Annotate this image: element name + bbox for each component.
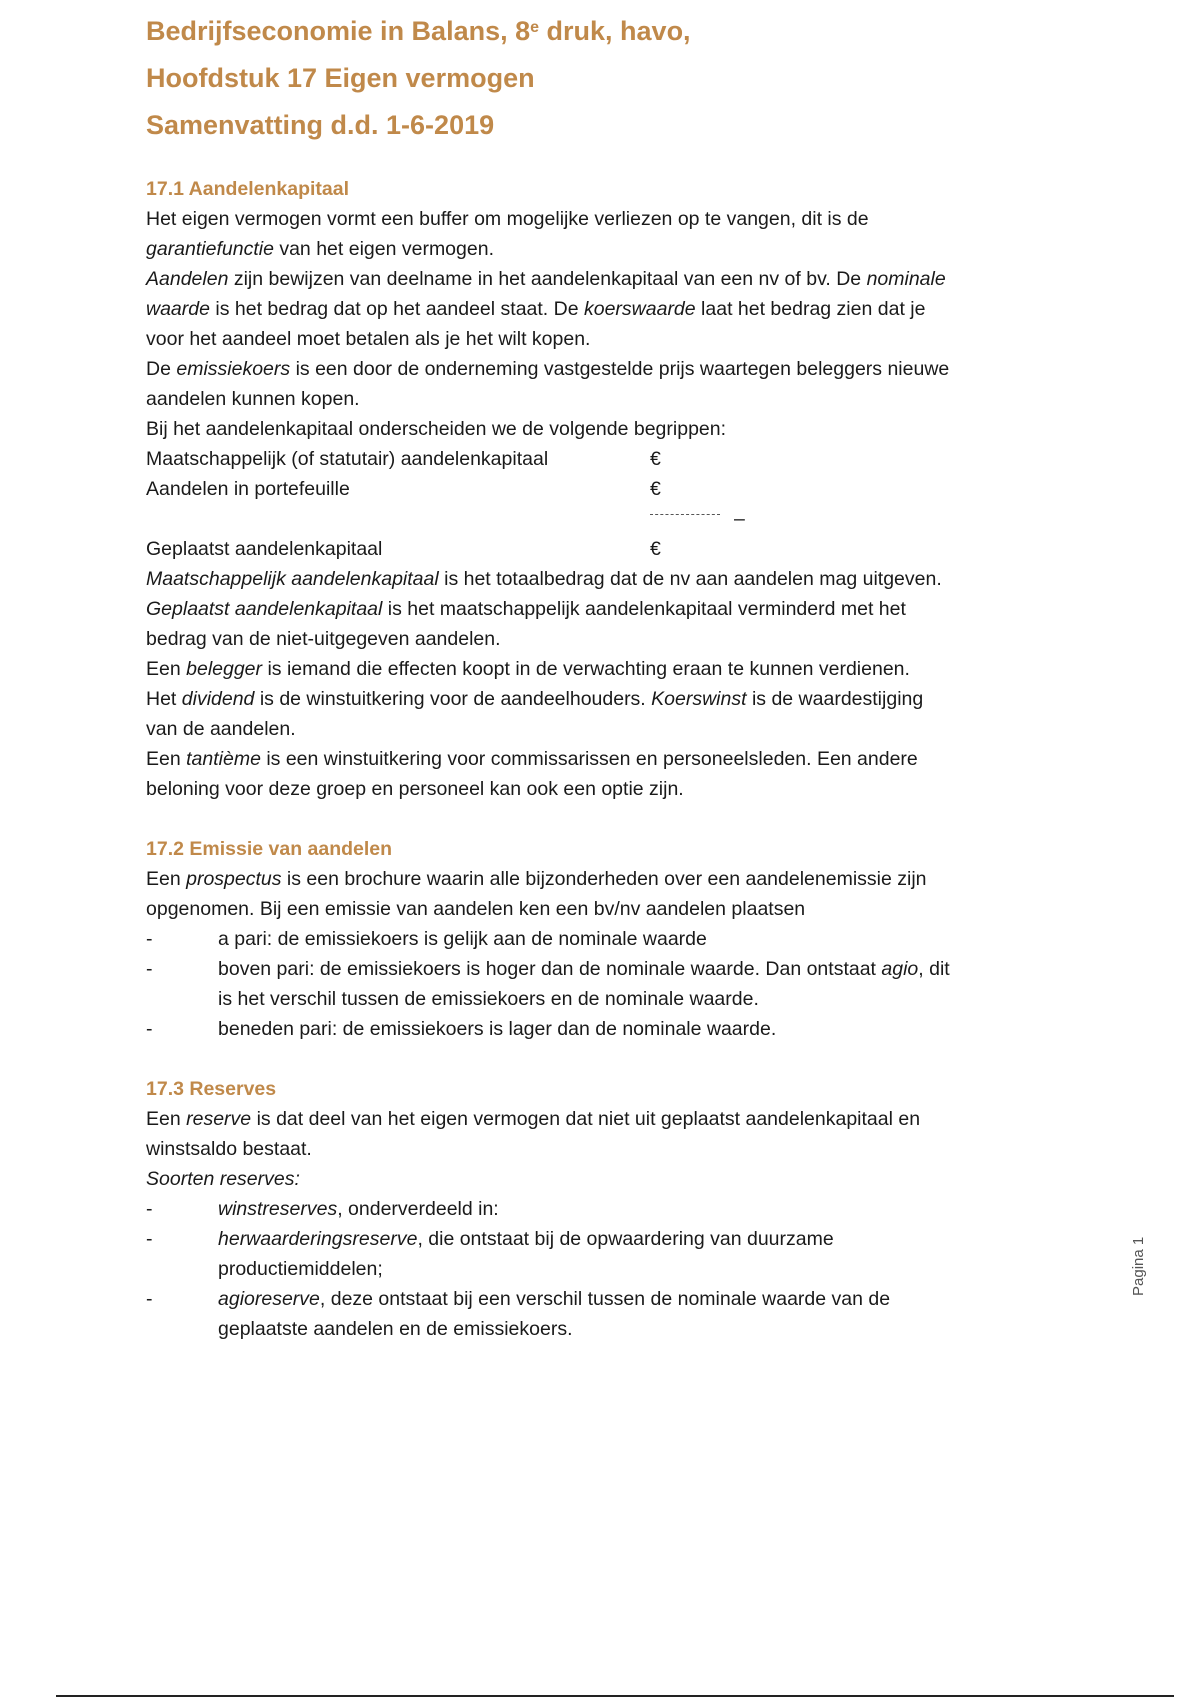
- minus-sign: –: [734, 508, 745, 530]
- row-label: Geplaatst aandelenkapitaal: [146, 538, 383, 560]
- list-item: [146, 1224, 1076, 1284]
- term-winstreserves: winstreserves: [218, 1198, 338, 1220]
- text: Een: [146, 868, 187, 890]
- currency-symbol: €: [650, 478, 661, 500]
- paragraph: [146, 564, 1076, 594]
- title-line-3: Samenvatting d.d. 1-6-2019: [146, 110, 495, 140]
- term-prospectus: prospectus: [186, 868, 282, 890]
- capital-row-portefeuille: [146, 474, 1076, 504]
- paragraph: [146, 204, 1076, 234]
- text: Een: [146, 748, 187, 770]
- section-heading-17-1: 17.1 Aandelenkapitaal: [146, 178, 350, 200]
- text: , dit: [918, 958, 950, 980]
- currency-symbol: €: [650, 448, 661, 470]
- paragraph: [146, 354, 1076, 384]
- paragraph: [146, 294, 1076, 324]
- list-item: [146, 954, 1076, 1014]
- list-item-text: a pari: de emissiekoers is gelijk aan de nominale waarde: [218, 928, 707, 950]
- bullet-dash: -: [146, 1288, 153, 1310]
- bullet-dash: -: [146, 958, 153, 980]
- paragraph: van de aandelen.: [146, 718, 296, 740]
- spacer: [146, 1044, 1076, 1074]
- text: is een winstuitkering voor commissarissen en personeelsleden. Een andere: [260, 748, 918, 770]
- text: De: [146, 358, 177, 380]
- bullet-dash: -: [146, 1018, 153, 1040]
- text: van het eigen vermogen.: [273, 238, 494, 260]
- document-body: [146, 174, 1076, 1344]
- text: is een door de onderneming vastgestelde prijs waartegen beleggers nieuwe: [290, 358, 950, 380]
- term-emissiekoers: emissiekoers: [176, 358, 291, 380]
- paragraph: [146, 594, 1076, 624]
- term-garantiefunctie: garantiefunctie: [146, 238, 274, 260]
- text: , deze ontstaat bij een verschil tussen de nominale waarde van de: [319, 1288, 891, 1310]
- paragraph: [146, 1104, 1076, 1134]
- term-koerswinst: Koerswinst: [651, 688, 747, 710]
- text: boven pari: de emissiekoers is hoger dan de nominale waarde. Dan ontstaat: [218, 958, 882, 980]
- text: geplaatste aandelen en de emissiekoers.: [218, 1318, 573, 1340]
- term-koerswaarde: koerswaarde: [583, 298, 696, 320]
- paragraph: aandelen kunnen kopen.: [146, 388, 360, 410]
- term-reserve: reserve: [186, 1108, 252, 1130]
- text: is de waardestijging: [746, 688, 924, 710]
- list-item: [146, 1284, 1076, 1344]
- list-item-text: [218, 1194, 1076, 1224]
- paragraph: beloning voor deze groep en personeel kan ook een optie zijn.: [146, 778, 684, 800]
- list-item-text: beneden pari: de emissiekoers is lager dan de nominale waarde.: [218, 1018, 777, 1040]
- list-item-text: [218, 954, 1076, 1014]
- section-heading-17-3: 17.3 Reserves: [146, 1078, 277, 1100]
- dashed-rule: [650, 514, 720, 515]
- spacer: [146, 804, 1076, 834]
- paragraph: [146, 264, 1076, 294]
- text: , die ontstaat bij de opwaardering van duurzame: [417, 1228, 834, 1250]
- term-dividend: dividend: [181, 688, 255, 710]
- paragraph: bedrag van de niet-uitgegeven aandelen.: [146, 628, 501, 650]
- page-number: Pagina 1: [1130, 1236, 1147, 1296]
- row-label: Maatschappelijk (of statutair) aandelenkapitaal: [146, 448, 549, 470]
- bullet-dash: -: [146, 1228, 153, 1250]
- text: zijn bewijzen van deelname in het aandelenkapitaal van een nv of bv. De: [228, 268, 867, 290]
- text: is het bedrag dat op het aandeel staat. De: [209, 298, 584, 320]
- title-line-1: [146, 8, 691, 55]
- term-tantieme: tantième: [186, 748, 261, 770]
- term-aandelen: Aandelen: [146, 268, 229, 290]
- text: is dat deel van het eigen vermogen dat niet uit geplaatst aandelenkapitaal en: [251, 1108, 921, 1130]
- capital-row-geplaatst: [146, 534, 1076, 564]
- text: laat het bedrag zien dat je: [695, 298, 926, 320]
- title-superscript: e: [530, 19, 540, 36]
- term-agio: agio: [881, 958, 919, 980]
- text: productiemiddelen;: [218, 1258, 383, 1280]
- term-maatschappelijk-aandelenkapitaal: Maatschappelijk aandelenkapitaal: [146, 568, 439, 590]
- bullet-dash: -: [146, 928, 153, 950]
- document-header: [146, 8, 691, 149]
- title-text-rest: druk, havo,: [539, 16, 691, 46]
- title-text: Bedrijfseconomie in Balans, 8: [146, 16, 531, 46]
- text: Een: [146, 658, 187, 680]
- paragraph: [146, 744, 1076, 774]
- text: Het: [146, 688, 182, 710]
- paragraph: Bij het aandelenkapitaal onderscheiden we de volgende begrippen:: [146, 418, 727, 440]
- term-geplaatst-aandelenkapitaal: Geplaatst aandelenkapitaal: [146, 598, 383, 620]
- text: is de winstuitkering voor de aandeelhouders.: [254, 688, 652, 710]
- paragraph: [146, 1164, 1076, 1194]
- row-label: Aandelen in portefeuille: [146, 478, 350, 500]
- text: is het maatschappelijk aandelenkapitaal verminderd met het: [382, 598, 906, 620]
- term-belegger: belegger: [186, 658, 263, 680]
- paragraph: opgenomen. Bij een emissie van aandelen ken een bv/nv aandelen plaatsen: [146, 898, 806, 920]
- subtraction-line: [146, 504, 1076, 534]
- paragraph: [146, 654, 1076, 684]
- paragraph: [146, 684, 1076, 714]
- list-item: [146, 924, 1076, 954]
- bullet-dash: -: [146, 1198, 153, 1220]
- term-herwaarderingsreserve: herwaarderingsreserve: [218, 1228, 418, 1250]
- text: is het verschil tussen de emissiekoers en de nominale waarde.: [218, 988, 759, 1010]
- text: is een brochure waarin alle bijzonderheden over een aandelenemissie zijn: [281, 868, 927, 890]
- term-agioreserve: agioreserve: [218, 1288, 320, 1310]
- capital-row-maatschappelijk: [146, 444, 1076, 474]
- paragraph: winstsaldo bestaat.: [146, 1138, 312, 1160]
- currency-symbol: €: [650, 538, 661, 560]
- text: Het eigen vermogen vormt een buffer om mogelijke verliezen op te vangen, dit is de: [146, 208, 869, 230]
- title-line-2: Hoofdstuk 17 Eigen vermogen: [146, 63, 535, 93]
- footer-rule: [56, 1695, 1174, 1697]
- term-nominale: nominale: [866, 268, 946, 290]
- paragraph: [146, 234, 1076, 264]
- list-item-text: [218, 1284, 1076, 1344]
- text: Een: [146, 1108, 187, 1130]
- term-waarde: waarde: [146, 298, 210, 320]
- list-item-text: [218, 1224, 1076, 1284]
- paragraph: voor het aandeel moet betalen als je het wilt kopen.: [146, 328, 591, 350]
- text: is het totaalbedrag dat de nv aan aandelen mag uitgeven.: [438, 568, 942, 590]
- text: is iemand die effecten koopt in de verwachting eraan te kunnen verdienen.: [262, 658, 910, 680]
- paragraph: [146, 864, 1076, 894]
- list-item: [146, 1194, 1076, 1224]
- section-heading-17-2: 17.2 Emissie van aandelen: [146, 838, 393, 860]
- text: , onderverdeeld in:: [337, 1198, 499, 1220]
- list-item: [146, 1014, 1076, 1044]
- term-soorten-reserves: Soorten reserves:: [146, 1168, 300, 1190]
